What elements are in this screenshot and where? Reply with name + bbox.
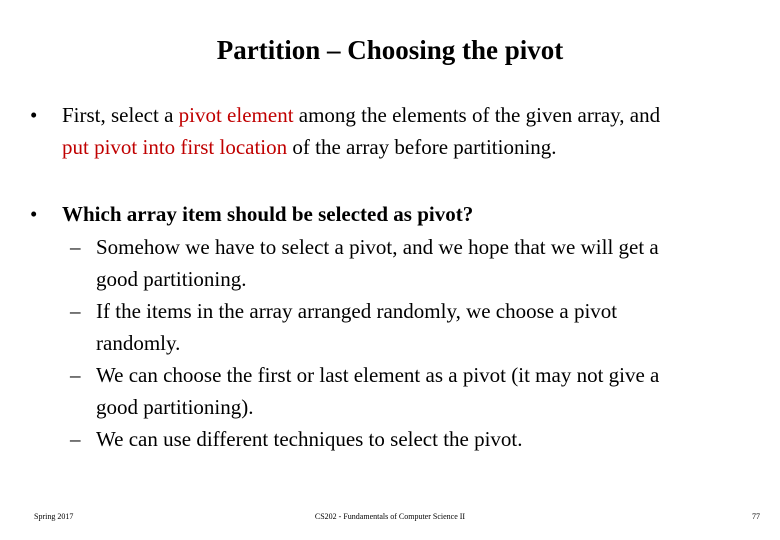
sub-bullet-line: We can choose the first or last element as a pivot (it may not give a [96, 363, 660, 387]
sub-bullet [70, 423, 760, 455]
footer-page-number: 77 [752, 512, 760, 521]
bullet-marker: • [30, 103, 38, 127]
bullet-which-pivot [30, 198, 770, 230]
sub-bullet [70, 295, 760, 359]
bullet-select-pivot [30, 99, 770, 163]
bullet-text [62, 99, 660, 163]
dash-marker: – [70, 299, 81, 323]
sub-bullet-line: If the items in the array arranged randomly, we choose a pivot [96, 299, 618, 323]
bullet-marker: • [30, 202, 38, 226]
footer-course: CS202 - Fundamentals of Computer Science II [314, 512, 466, 521]
slide-title: Partition – Choosing the pivot [216, 35, 564, 65]
dash-marker: – [70, 363, 81, 387]
sub-bullet-line: We can use different techniques to select the pivot. [96, 427, 523, 451]
sub-bullet-line: randomly. [96, 331, 181, 355]
dash-marker: – [70, 427, 81, 451]
text-run: of the array before partitioning. [287, 135, 557, 159]
sub-bullet [70, 231, 760, 295]
highlight-pivot-element: pivot element [178, 103, 294, 127]
sub-bullet-line: good partitioning). [96, 395, 254, 419]
bullet-question: Which array item should be selected as pivot? [62, 202, 474, 226]
sub-bullet-line: good partitioning. [96, 267, 247, 291]
text-run: First, select a [62, 103, 179, 127]
highlight-first-location: put pivot into first location [62, 135, 288, 159]
sub-bullet-line: Somehow we have to select a pivot, and we hope that we will get a [96, 235, 659, 259]
dash-marker: – [70, 235, 81, 259]
text-run: among the elements of the given array, and [293, 103, 661, 127]
bullet-line [62, 131, 660, 163]
bullet-line [62, 99, 660, 131]
footer-date: Spring 2017 [34, 512, 74, 521]
sub-bullet [70, 359, 760, 423]
